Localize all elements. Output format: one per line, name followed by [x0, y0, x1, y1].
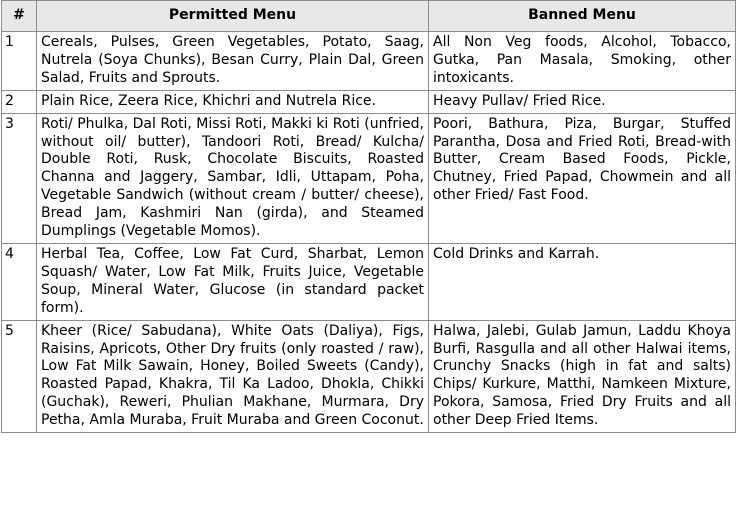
table-row — [2, 113, 736, 243]
row-number: 5 — [2, 320, 37, 432]
table-row — [2, 90, 736, 113]
header-number: # — [2, 1, 37, 32]
header-row — [2, 1, 736, 32]
row-number: 3 — [2, 113, 37, 243]
banned-cell: Heavy Pullav/ Fried Rice. — [429, 90, 736, 113]
permitted-cell: Roti/ Phulka, Dal Roti, Missi Roti, Makki ki Roti (unfried, without oil/ butter), Tandoori Roti, Bread/ Kulcha/ Double Roti, Rusk, Chocolate Biscuits, Roasted Channa and Jaggery, Sambar, Idli, Uttapam, Poha, Vegetable Sandwich (without cream / butter/ cheese), Bread Jam, Kashmiri Nan (girda), and Steamed Dumplings (Vegetable Momos). — [37, 113, 429, 243]
header-permitted-menu: Permitted Menu — [37, 1, 429, 32]
table-row — [2, 320, 736, 432]
permitted-cell: Kheer (Rice/ Sabudana), White Oats (Daliya), Figs, Raisins, Apricots, Other Dry fruits (only roasted / raw), Low Fat Milk Sawain, Honey, Boiled Sweets (Candy), Roasted Papad, Khakra, Til Ka Ladoo, Dhokla, Chikki (Guchak), Reweri, Phulian Makhane, Murmara, Dry Petha, Amla Muraba, Fruit Muraba and Green Coconut. — [37, 320, 429, 432]
row-number: 4 — [2, 243, 37, 320]
banned-cell: Halwa, Jalebi, Gulab Jamun, Laddu Khoya Burfi, Rasgulla and all other Halwai items, Crunchy Snacks (high in fat and salts) Chips/ Kurkure, Matthi, Namkeen Mixture, Pokora, Samosa, Fried Dry Fruits and all other Deep Fried Items. — [429, 320, 736, 432]
permitted-cell: Plain Rice, Zeera Rice, Khichri and Nutrela Rice. — [37, 90, 429, 113]
banned-cell: Cold Drinks and Karrah. — [429, 243, 736, 320]
permitted-cell: Cereals, Pulses, Green Vegetables, Potato, Saag, Nutrela (Soya Chunks), Besan Curry, Plain Dal, Green Salad, Fruits and Sprouts. — [37, 32, 429, 91]
header-banned-menu: Banned Menu — [429, 1, 736, 32]
row-number: 2 — [2, 90, 37, 113]
table-row — [2, 243, 736, 320]
table-row — [2, 32, 736, 91]
menu-table — [1, 0, 736, 433]
permitted-cell: Herbal Tea, Coffee, Low Fat Curd, Sharbat, Lemon Squash/ Water, Low Fat Milk, Fruits Juice, Vegetable Soup, Mineral Water, Glucose (in standard packet form). — [37, 243, 429, 320]
row-number: 1 — [2, 32, 37, 91]
banned-cell: Poori, Bathura, Piza, Burgar, Stuffed Parantha, Dosa and Fried Roti, Bread-with Butter, Cream Based Foods, Pickle, Chutney, Fried Papad, Chowmein and all other Fried/ Fast Food. — [429, 113, 736, 243]
banned-cell: All Non Veg foods, Alcohol, Tobacco, Gutka, Pan Masala, Smoking, other intoxicants. — [429, 32, 736, 91]
